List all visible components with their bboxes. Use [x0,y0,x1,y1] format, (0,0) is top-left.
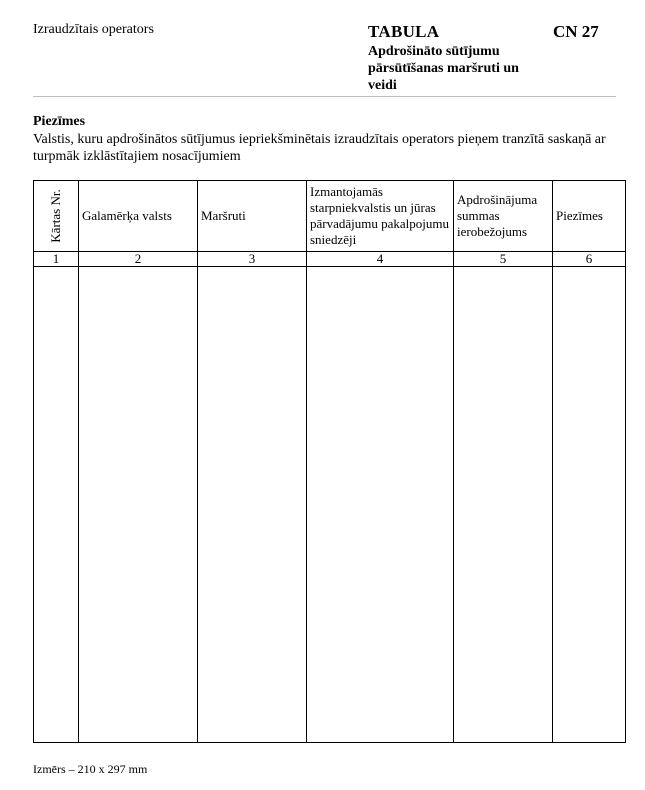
column-number-row [34,252,626,267]
notes-text: Valstis, kuru apdrošinātos sūtījumus iepriekšminētais izraudzītais operators pieņem tranzītā saskaņā ar turpmāk izklāstītajiem nosacījumiem [33,132,606,164]
column-number: 3 [198,252,307,267]
operator-label: Izraudzītais operators [33,22,154,37]
form-code: CN 27 [553,22,599,41]
routes-table [33,180,626,743]
column-header-destination-country [79,181,198,252]
table-body-row [34,267,626,743]
column-header-label: Kārtas Nr. [48,189,63,243]
column-number: 1 [34,252,79,267]
column-header-remarks [553,181,626,252]
column-header-order-number [34,181,79,252]
header-divider [33,96,616,97]
empty-cell [79,267,198,743]
document-subtitle: Apdrošināto sūtījumu pārsūtīšanas maršruti un veidi [368,44,519,93]
table-header-row [34,181,626,252]
empty-cell [34,267,79,743]
column-header-label: Piezīmes [556,208,603,223]
page-size-note: Izmērs – 210 x 297 mm [33,762,148,776]
empty-cell [307,267,454,743]
column-header-routes [198,181,307,252]
column-header-label: Apdrošinājuma summas ierobežojums [457,192,538,239]
column-header-insurance-limit [454,181,553,252]
empty-cell [198,267,307,743]
column-header-label: Galamērķa valsts [82,208,172,223]
column-number: 4 [307,252,454,267]
column-number: 5 [454,252,553,267]
empty-cell [454,267,553,743]
column-header-label: Izmantojamās starpniekvalstis un jūras pārvadājumu pakalpojumu sniedzēji [310,184,449,247]
notes-heading: Piezīmes [33,114,86,129]
column-header-intermediary-countries [307,181,454,252]
column-number: 2 [79,252,198,267]
column-number: 6 [553,252,626,267]
column-header-label: Maršruti [201,208,246,223]
document-title: TABULA [368,22,440,41]
empty-cell [553,267,626,743]
